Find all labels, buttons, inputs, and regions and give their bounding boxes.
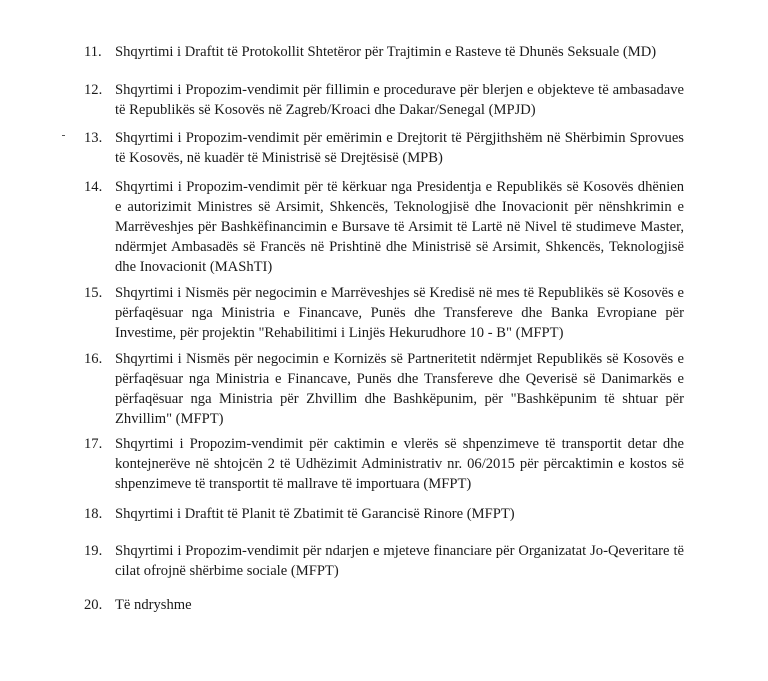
item-number: 13. bbox=[84, 130, 103, 146]
item-text: Të ndryshme bbox=[115, 597, 192, 613]
item-number: 19. bbox=[84, 543, 103, 559]
item-text: Shqyrtimi i Propozim-vendimit për të kërkuar nga Presidentja e Republikës së Kosovës dhënien e autorizimit Ministres së Arsimit, Shkencës, Teknologjisë dhe Inovacionit për nënshkrimin e Marrëveshjes për Bashkëfinancimin e Bursave të Arsimit të Lartë në Nivel të studimeve Master, ndërmjet Ambasadës së Francës në Prishtinë dhe Ministrisë së Arsimit, Shkencës, Teknologjisë dhe Inovacionit (MAShTI) bbox=[115, 179, 684, 275]
agenda-item-20 bbox=[84, 595, 684, 615]
item-number: 14. bbox=[84, 179, 103, 195]
item-number: 18. bbox=[84, 506, 103, 522]
agenda-item-18 bbox=[84, 504, 684, 524]
item-text: Shqyrtimi i Propozim-vendimit për caktimin e vlerës së shpenzimeve të transportit detar dhe kontejnerëve në shtojcën 2 të Udhëzimit Administrativ nr. 06/2015 për përcaktimin e kostos së shpenzimeve të transportit të mallrave të importuara (MFPT) bbox=[115, 436, 684, 492]
agenda-item-11 bbox=[84, 42, 684, 62]
agenda-item-19 bbox=[84, 541, 684, 581]
item-text: Shqyrtimi i Propozim-vendimit për ndarjen e mjeteve financiare për Organizatat Jo-Qeveritare të cilat ofrojnë shërbime sociale (MFPT) bbox=[115, 543, 684, 579]
agenda-item-13 bbox=[84, 128, 684, 168]
item-number: 12. bbox=[84, 82, 103, 98]
item-text: Shqyrtimi i Propozim-vendimit për emërimin e Drejtorit të Përgjithshëm në Shërbimin Sprovues të Kosovës, në kuadër të Ministrisë së Drejtësisë (MPB) bbox=[115, 130, 684, 166]
item-number: 17. bbox=[84, 436, 103, 452]
item-text: Shqyrtimi i Propozim-vendimit për fillimin e procedurave për blerjen e objekteve të ambasadave të Republikës së Kosovës në Zagreb/Kroaci dhe Dakar/Senegal (MPJD) bbox=[115, 82, 684, 118]
agenda-item-14 bbox=[84, 177, 684, 277]
agenda-item-17 bbox=[84, 434, 684, 494]
item-number: 11. bbox=[84, 44, 102, 60]
item-text: Shqyrtimi i Nismës për negocimin e Kornizës së Partneritetit ndërmjet Republikës së Kosovës e përfaqësuar nga Ministria e Financave, Punës dhe Transfereve dhe Qeverisë së Danimarkës e përfaqësuar nga Ministria për Zhvillim dhe Bashkëpunim, për "Bashkëpunim të shtuar për Zhvillim" (MFPT) bbox=[115, 351, 684, 427]
agenda-item-15 bbox=[84, 283, 684, 343]
item-text: Shqyrtimi i Draftit të Protokollit Shtetëror për Trajtimin e Rasteve të Dhunës Seksuale (MD) bbox=[115, 44, 657, 60]
item-number: 15. bbox=[84, 285, 103, 301]
margin-mark bbox=[62, 135, 65, 136]
agenda-item-16 bbox=[84, 349, 684, 429]
agenda-item-12 bbox=[84, 80, 684, 120]
item-number: 16. bbox=[84, 351, 103, 367]
item-number: 20. bbox=[84, 597, 103, 613]
item-text: Shqyrtimi i Draftit të Planit të Zbatimit të Garancisë Rinore (MFPT) bbox=[115, 506, 515, 522]
item-text: Shqyrtimi i Nismës për negocimin e Marrëveshjes së Kredisë në mes të Republikës së Kosovës e përfaqësuar nga Ministria e Financave, Punës dhe Transfereve dhe Banka Evropiane për Investime, për projektin "Rehabilitimi i Linjës Hekurudhore 10 - B" (MFPT) bbox=[115, 285, 684, 341]
